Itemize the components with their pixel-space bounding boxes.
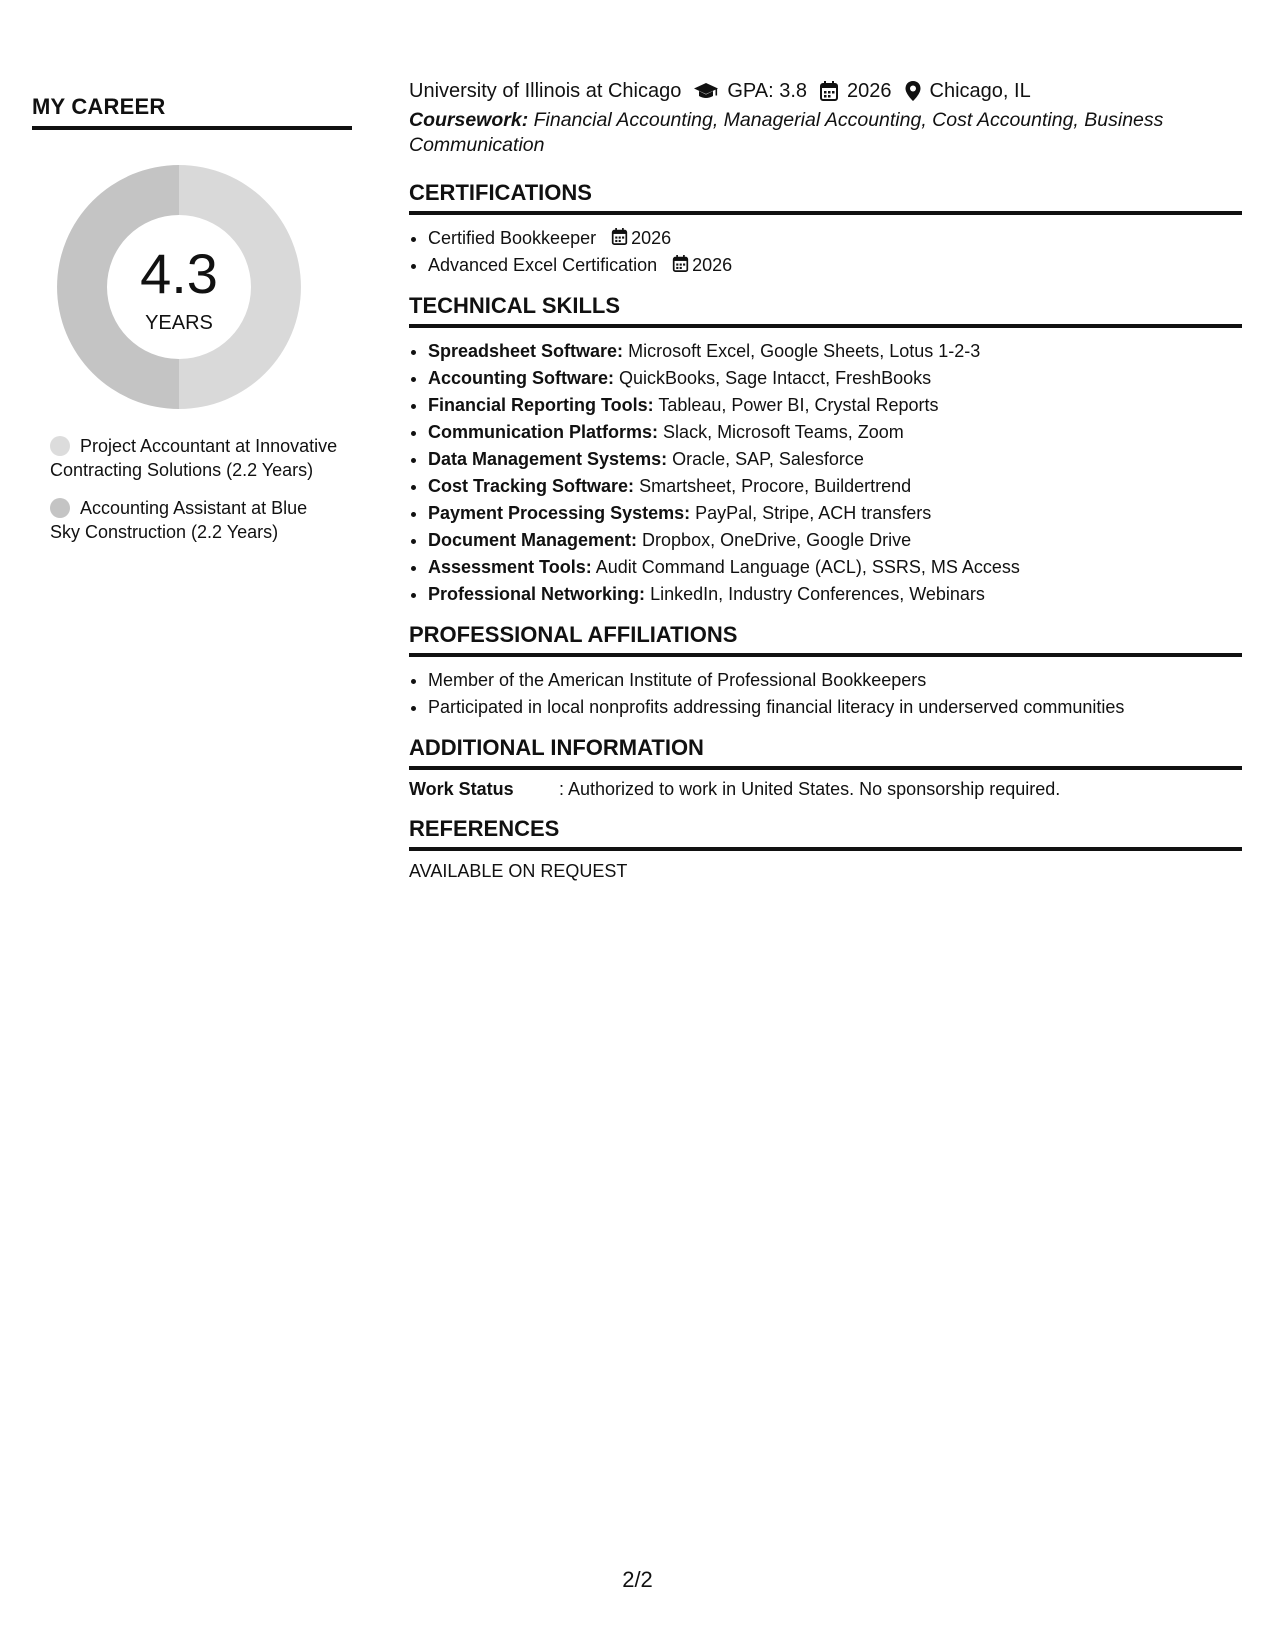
- skill-label: Document Management:: [428, 530, 638, 550]
- skills-section: [409, 293, 1242, 608]
- skill-label: Professional Networking:: [428, 584, 646, 604]
- certifications-title: CERTIFICATIONS: [409, 180, 1242, 215]
- skill-value: QuickBooks, Sage Intacct, FreshBooks: [619, 368, 932, 388]
- certifications-list: [409, 225, 1242, 279]
- school-name: University of Illinois at Chicago: [409, 80, 682, 102]
- graduation-year: 2026: [847, 80, 892, 102]
- affiliations-title: PROFESSIONAL AFFILIATIONS: [409, 622, 1242, 657]
- coursework-list: Financial Accounting, Managerial Accounting, Cost Accounting, Business Communication: [409, 109, 1164, 156]
- skill-label: Accounting Software:: [428, 368, 615, 388]
- skill-label: Spreadsheet Software:: [428, 341, 624, 361]
- skill-label: Assessment Tools:: [428, 557, 592, 577]
- certification-name: Advanced Excel Certification: [428, 255, 658, 275]
- skill-item: [428, 554, 1242, 581]
- career-title: MY CAREER: [32, 94, 352, 130]
- gpa-text: GPA: 3.8: [727, 80, 808, 102]
- skill-label: Cost Tracking Software:: [428, 476, 635, 496]
- skill-value: Smartsheet, Procore, Buildertrend: [639, 476, 912, 496]
- additional-section: [409, 735, 1242, 800]
- location-pin-icon: [904, 80, 922, 102]
- skill-label: Financial Reporting Tools:: [428, 395, 654, 415]
- career-legend: [50, 434, 340, 544]
- school-location: Chicago, IL: [929, 80, 1031, 102]
- skill-item: [428, 419, 1242, 446]
- legend-dot-icon: [50, 498, 70, 518]
- skill-item: [428, 338, 1242, 365]
- references-text: AVAILABLE ON REQUEST: [409, 861, 628, 881]
- certification-item: [428, 225, 1242, 252]
- skill-value: Oracle, SAP, Salesforce: [672, 449, 864, 469]
- total-years-unit: YEARS: [145, 312, 213, 334]
- work-status-label: Work Status: [409, 779, 514, 799]
- calendar-icon: [611, 227, 628, 246]
- work-status-row: [409, 779, 1242, 800]
- career-sidebar: [32, 94, 352, 558]
- total-years-value: 4.3: [140, 242, 218, 305]
- skill-value: LinkedIn, Industry Conferences, Webinars: [650, 584, 985, 604]
- certification-date: [601, 228, 671, 248]
- skill-item: [428, 581, 1242, 608]
- skill-item: [428, 500, 1242, 527]
- graduation-cap-icon: [693, 81, 719, 101]
- career-item: [50, 434, 340, 482]
- certification-year: 2026: [692, 255, 733, 275]
- work-status-value: : Authorized to work in United States. No sponsorship required.: [559, 779, 1061, 799]
- skills-list: [409, 338, 1242, 608]
- skill-value: Slack, Microsoft Teams, Zoom: [663, 422, 904, 442]
- calendar-icon: [672, 254, 689, 273]
- skill-item: [428, 365, 1242, 392]
- skill-label: Communication Platforms:: [428, 422, 659, 442]
- career-item: [50, 496, 340, 544]
- skill-item: [428, 446, 1242, 473]
- certification-name: Certified Bookkeeper: [428, 228, 597, 248]
- additional-title: ADDITIONAL INFORMATION: [409, 735, 1242, 770]
- skills-title: TECHNICAL SKILLS: [409, 293, 1242, 328]
- certification-year: 2026: [631, 228, 672, 248]
- references-section: [409, 816, 1242, 882]
- skill-label: Payment Processing Systems:: [428, 503, 691, 523]
- affiliations-section: [409, 622, 1242, 721]
- skill-label: Data Management Systems:: [428, 449, 668, 469]
- main-content: [409, 76, 1242, 882]
- coursework: [409, 108, 1242, 158]
- calendar-icon: [819, 80, 839, 102]
- coursework-label: Coursework:: [409, 109, 529, 131]
- skill-value: Audit Command Language (ACL), SSRS, MS Access: [595, 557, 1020, 577]
- legend-dot-icon: [50, 436, 70, 456]
- skill-item: [428, 473, 1242, 500]
- certification-item: [428, 252, 1242, 279]
- skill-value: PayPal, Stripe, ACH transfers: [695, 503, 932, 523]
- career-donut-chart: [56, 164, 302, 410]
- certifications-section: [409, 180, 1242, 279]
- career-item-label: Accounting Assistant at Blue Sky Construction (2.2 Years): [50, 498, 308, 542]
- skill-item: [428, 392, 1242, 419]
- skill-value: Dropbox, OneDrive, Google Drive: [642, 530, 912, 550]
- certification-date: [662, 255, 732, 275]
- skill-value: Tableau, Power BI, Crystal Reports: [658, 395, 939, 415]
- affiliation-item: • Member of the American Institute of Professional Bookkeepers: [428, 667, 1242, 694]
- references-title: REFERENCES: [409, 816, 1242, 851]
- education-line: [409, 76, 1242, 106]
- skill-item: [428, 527, 1242, 554]
- page-number: 2/2: [622, 1567, 653, 1592]
- affiliations-list: [409, 667, 1242, 721]
- skill-value: Microsoft Excel, Google Sheets, Lotus 1-2-3: [628, 341, 981, 361]
- career-item-label: Project Accountant at Innovative Contracting Solutions (2.2 Years): [50, 436, 338, 480]
- affiliation-item: • Participated in local nonprofits addressing financial literacy in underserved communities: [428, 694, 1242, 721]
